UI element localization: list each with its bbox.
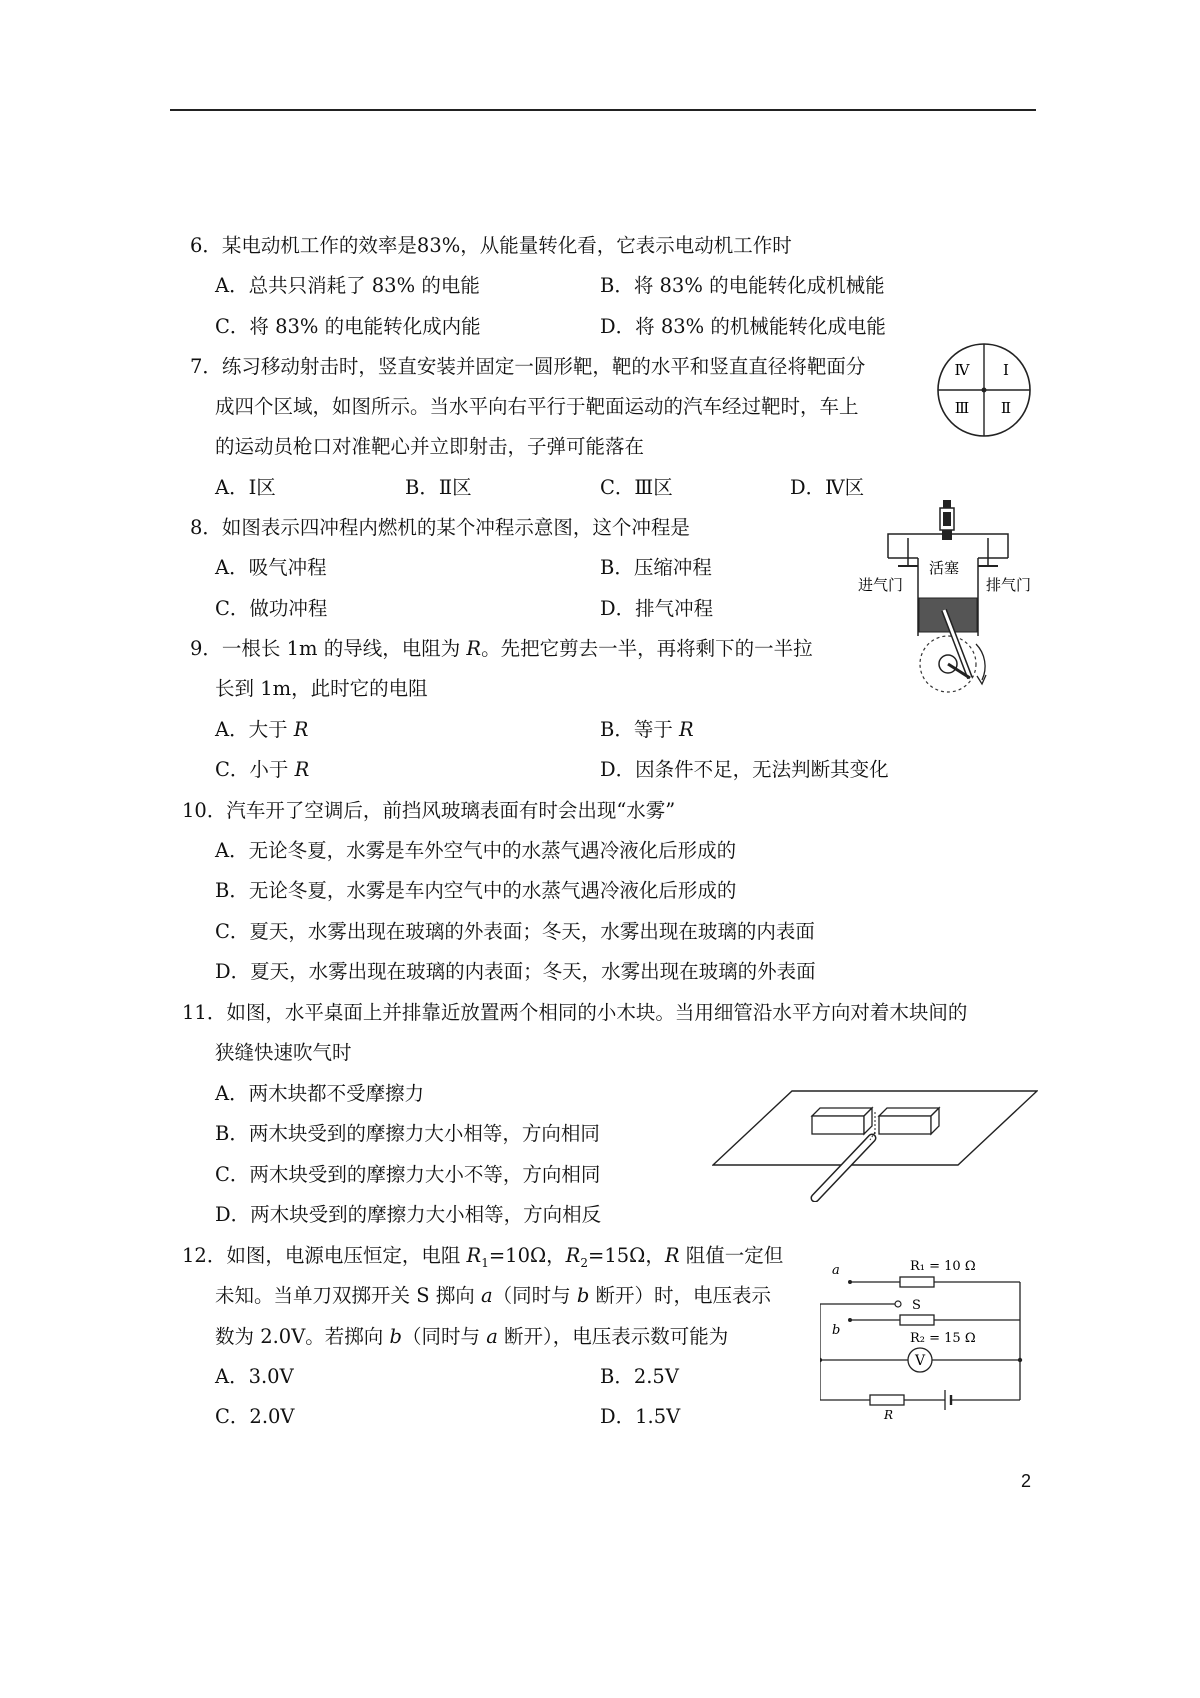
q11-stem-line1: 11．如图，水平桌面上并排靠近放置两个相同的小木块。当用细管沿水平方向对着木块间的 — [182, 1001, 968, 1024]
q12-fig-r1-label: R₁ = 10 Ω — [910, 1259, 976, 1274]
q8-option-a: A．吸气冲程 — [215, 556, 327, 579]
q8-fig-outlet-label: 排气门 — [986, 576, 1032, 594]
q8-option-c: C．做功冲程 — [215, 597, 328, 620]
q11-option-a: A．两木块都不受摩擦力 — [215, 1082, 425, 1105]
q10-option-b: B．无论冬夏，水雾是车内空气中的水蒸气遇冷液化后形成的 — [215, 879, 737, 902]
q8-option-b: B．压缩冲程 — [600, 556, 712, 579]
q8-fig-piston-label: 活塞 — [929, 559, 960, 577]
q6-option-d: D．将 83% 的机械能转化成电能 — [600, 315, 886, 338]
q7-stem-line1: 7．练习移动射击时，竖直安装并固定一圆形靶，靶的水平和竖直直径将靶面分 — [190, 355, 866, 378]
q8-stem: 8．如图表示四冲程内燃机的某个冲程示意图，这个冲程是 — [190, 516, 690, 539]
page-number: 2 — [1021, 1471, 1032, 1491]
q6-option-a: A．总共只消耗了 83% 的电能 — [215, 274, 480, 297]
q12-fig-b-label: b — [832, 1323, 841, 1338]
q12-option-d: D．1.5V — [600, 1405, 681, 1428]
q10-option-d: D．夏天，水雾出现在玻璃的内表面；冬天，水雾出现在玻璃的外表面 — [215, 960, 816, 983]
q6-stem: 6．某电动机工作的效率是83%，从能量转化看，它表示电动机工作时 — [190, 234, 792, 257]
q8-option-d: D．排气冲程 — [600, 597, 714, 620]
q7-fig-zone-3: Ⅲ — [954, 399, 970, 417]
q7-option-c: C．Ⅲ区 — [600, 476, 673, 499]
q11-blocks-figure — [712, 1090, 1038, 1202]
q11-option-d: D．两木块受到的摩擦力大小相等，方向相反 — [215, 1203, 602, 1226]
q12-option-a: A．3.0V — [215, 1365, 294, 1388]
q12-circuit-figure — [820, 1252, 1030, 1420]
q7-option-d: D．Ⅳ区 — [790, 476, 865, 499]
q12-option-c: C．2.0V — [215, 1405, 295, 1428]
q10-option-c: C．夏天，水雾出现在玻璃的外表面；冬天，水雾出现在玻璃的内表面 — [215, 920, 815, 943]
q12-stem-line3: 数为 2.0V。若掷向 b（同时与 a 断开），电压表示数可能为 — [215, 1325, 729, 1348]
q12-fig-r2-label: R₂ = 15 Ω — [910, 1331, 976, 1346]
q12-fig-r-label: R — [884, 1408, 894, 1420]
q9-stem-line1: 9．一根长 1m 的导线，电阻为 R。先把它剪去一半，再将剩下的一半拉 — [190, 637, 813, 660]
q11-option-c: C．两木块受到的摩擦力大小不等，方向相同 — [215, 1163, 601, 1186]
q7-option-a: A．Ⅰ区 — [215, 476, 276, 499]
q9-option-b: B．等于 R — [600, 718, 694, 741]
q7-option-b: B．Ⅱ区 — [405, 476, 472, 499]
q8-engine-figure — [858, 498, 1038, 694]
q12-stem-line2: 未知。当单刀双掷开关 S 掷向 a（同时与 b 断开）时，电压表示 — [215, 1284, 771, 1307]
q7-fig-zone-1: Ⅰ — [1003, 361, 1009, 379]
q7-fig-zone-4: Ⅳ — [954, 361, 970, 379]
q7-target-figure — [934, 339, 1034, 441]
q8-fig-inlet-label: 进气门 — [858, 576, 904, 594]
q12-stem-line1: 12．如图，电源电压恒定，电阻 $R_1=10\Omega$，$R_2=15\Omega$，R 阻值一定但 — [182, 1244, 784, 1270]
header-rule — [170, 109, 1036, 111]
q10-stem: 10．汽车开了空调后，前挡风玻璃表面有时会出现“水雾” — [182, 799, 676, 822]
q10-option-a: A．无论冬夏，水雾是车外空气中的水蒸气遇冷液化后形成的 — [215, 839, 737, 862]
q12-option-b: B．2.5V — [600, 1365, 679, 1388]
q9-option-d: D．因条件不足，无法判断其变化 — [600, 758, 889, 781]
q12-fig-a-label: a — [832, 1263, 840, 1278]
q7-stem-line2: 成四个区域，如图所示。当水平向右平行于靶面运动的汽车经过靶时，车上 — [215, 395, 859, 418]
q11-stem-line2: 狭缝快速吹气时 — [215, 1041, 352, 1064]
q6-option-c: C．将 83% 的电能转化成内能 — [215, 315, 481, 338]
q7-fig-zone-2: Ⅱ — [1000, 399, 1012, 417]
q9-option-c: C．小于 R — [215, 758, 310, 781]
q6-option-b: B．将 83% 的电能转化成机械能 — [600, 274, 885, 297]
q9-option-a: A．大于 R — [215, 718, 309, 741]
q12-fig-s-label: S — [912, 1298, 921, 1313]
q9-stem-line2: 长到 1m，此时它的电阻 — [215, 677, 428, 700]
q12-fig-voltmeter-label: V — [914, 1353, 926, 1369]
q7-stem-line3: 的运动员枪口对准靶心并立即射击，子弹可能落在 — [215, 435, 645, 458]
q11-option-b: B．两木块受到的摩擦力大小相等，方向相同 — [215, 1122, 600, 1145]
